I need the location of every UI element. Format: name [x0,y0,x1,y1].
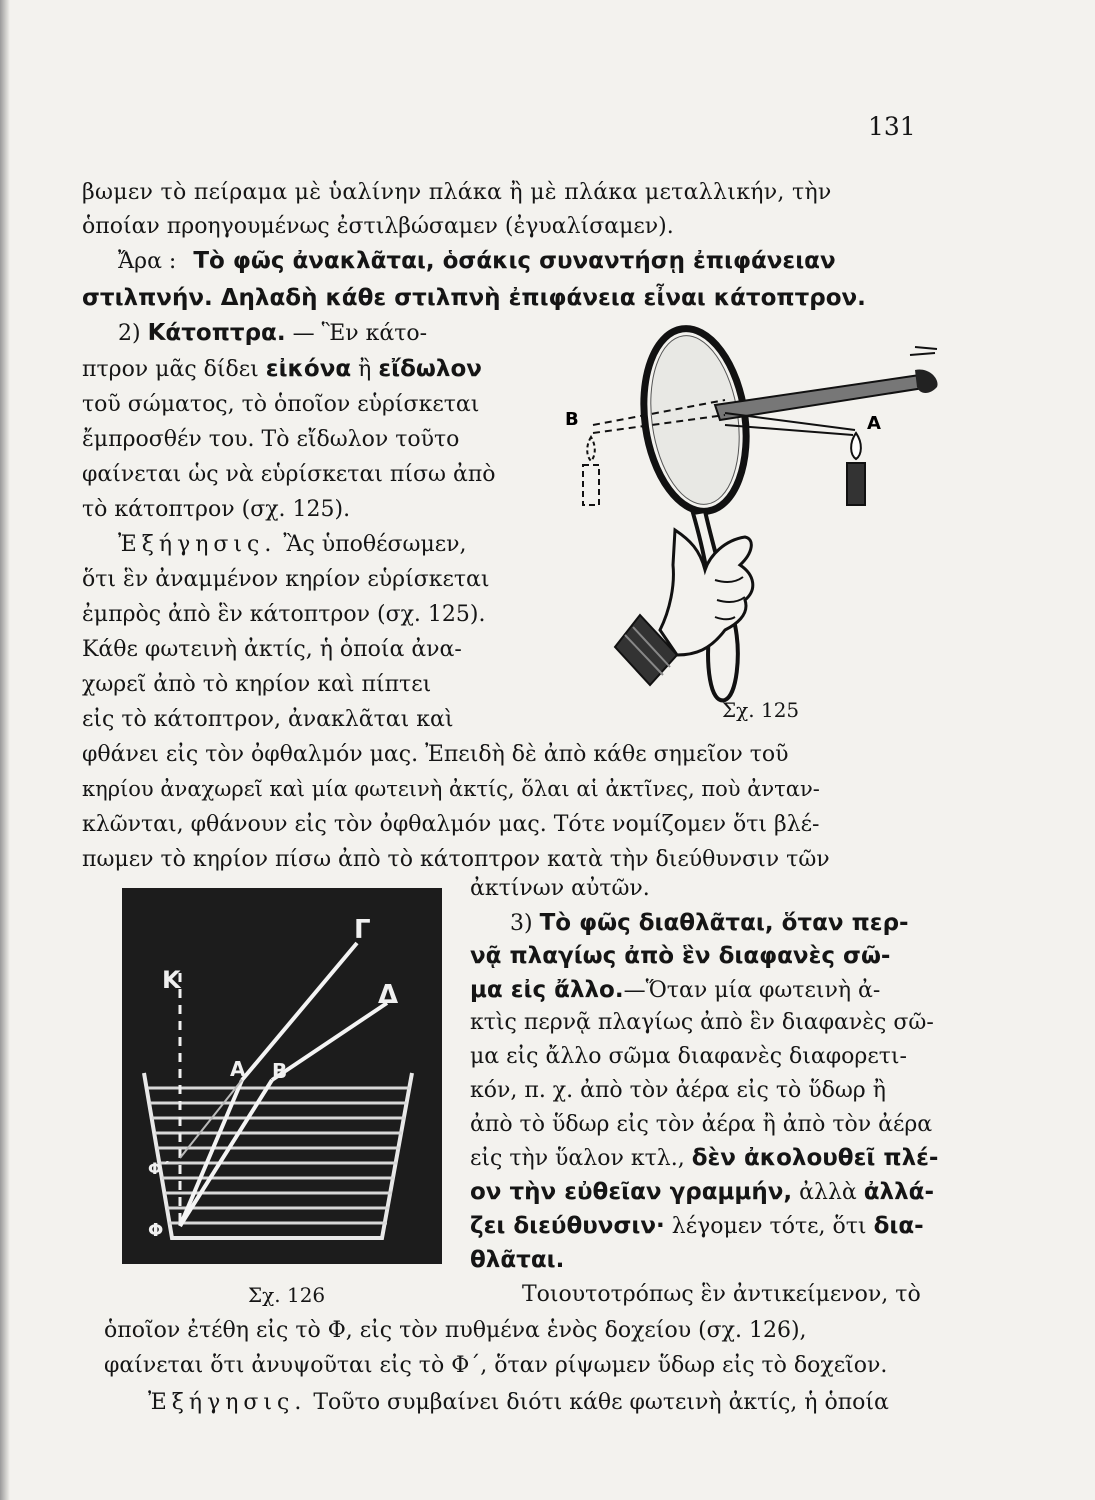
section-number: 2) [118,321,141,346]
page-number: 131 [868,112,916,141]
explanation-label: Ἐξήγησις. [148,1390,307,1415]
label-k: Κ [162,966,181,994]
text-fragment: ἀλλὰ [799,1180,857,1205]
book-binding-edge [0,0,10,1500]
text-fragment: λέγομεν τότε, ὅτι [671,1214,867,1239]
section-number: 3) [510,911,533,936]
text-line [470,1181,934,1204]
text-line [118,534,467,556]
text-line: μα εἰς ἄλλο σῶμα διαφανὲς διαφορετι- [470,1044,907,1069]
text-fragment: πτρον μᾶς δίδει [82,357,259,382]
virtual-candle-b [583,465,599,505]
label-phi-prime: Φ΄ [148,1159,169,1178]
bold-term: θλᾶται. [470,1247,565,1273]
eye-icon [915,370,938,393]
text-line [470,1147,938,1170]
section-heading-line [118,322,427,345]
text-line: ὅτι ἓν ἀναμμένον κηρίον εὑρίσκεται [82,567,490,592]
bold-term: εἰκόνα [265,356,352,382]
bold-term: ἀλλά- [863,1179,935,1205]
text-line: τοῦ σώματος, τὸ ὁποῖον εὑρίσκεται [82,392,480,417]
text-line: Κάθε φωτεινὴ ἀκτίς, ἡ ὁποία ἀνα- [82,637,462,662]
section-heading: Τὸ φῶς διαθλᾶται, ὅταν περ- [539,910,909,936]
text-fragment: — Ἓν κάτο- [292,321,428,346]
text-line: κηρίου ἀναχωρεῖ καὶ μία φωτεινὴ ἀκτίς, ὅλαι αἱ ἀκτῖνες, ποὺ ἀνταν- [82,777,820,801]
figure-125-caption: Σχ. 125 [722,698,800,722]
text-line: εἰς τὸ κάτοπτρον, ἀνακλᾶται καὶ [82,707,454,732]
label-gamma: Γ [354,915,371,945]
text-fragment: εἰς τὴν ὕαλον κτλ., [470,1146,685,1171]
rule-bold-text: στιλπνήν. Δηλαδὴ κάθε στιλπνὴ ἐπιφάνεια εἶναι κάτοπτρον. [82,285,866,311]
text-line: ὁποῖον ἐτέθη εἰς τὸ Φ, εἰς τὸν πυθμένα ἑνὸς δοχείου (σχ. 126), [104,1318,807,1343]
label-alpha: Α [230,1057,246,1081]
label-beta: Β [272,1059,288,1083]
text-line: χωρεῖ ἀπὸ τὸ κηρίον καὶ πίπτει [82,672,432,697]
section-heading: Κάτοπτρα. [147,320,286,346]
text-line [148,1392,889,1414]
text-line: ἀκτίνων αὐτῶν. [470,876,650,901]
bold-term: δὲν ἀκολουθεῖ πλέ- [691,1145,939,1171]
text-fragment: Τοῦτο συμβαίνει διότι κάθε φωτεινὴ ἀκτίς, ἡ ὁποία [313,1390,889,1415]
text-fragment: —Ὅταν μία φωτεινὴ ἀ- [623,978,881,1003]
text-line: φθάνει εἰς τὸν ὀφθαλμόν μας. Ἐπειδὴ δὲ ἀπὸ κάθε σημεῖον τοῦ [82,742,789,767]
text-line: πωμεν τὸ κηρίον πίσω ἀπὸ τὸ κάτοπτρον κατὰ τὴν διεύθυνσιν τῶν [82,847,830,872]
label-delta: Δ [378,980,399,1010]
text-line [470,979,880,1002]
rule-line [118,250,836,273]
text-line [470,1215,924,1238]
text-line: ἀπὸ τὸ ὕδωρ εἰς τὸν ἀέρα ἢ ἀπὸ τὸν ἀέρα [470,1112,933,1137]
bold-term: εἴδωλον [378,356,482,382]
figure-126-refraction-diagram [122,888,442,1264]
figure-126-caption: Σχ. 126 [248,1283,326,1307]
bold-term: δια- [873,1213,924,1239]
section-heading: μα εἰς ἄλλο. [470,977,624,1003]
text-line: κτὶς περνᾷ πλαγίως ἀπὸ ἓν διαφανὲς σῶ- [470,1010,934,1035]
bold-term: ον τὴν εὐθεῖαν γραμμήν, [470,1179,793,1205]
reflected-ray-beam [715,375,930,420]
bold-term: ζει διεύθυνσιν· [470,1213,665,1239]
text-line: φαίνεται ὅτι ἀνυψοῦται εἰς τὸ Φ΄, ὅταν ρίψωμεν ὕδωρ εἰς τὸ δοχεῖον. [104,1353,888,1378]
text-fragment: Ἂς ὑποθέσωμεν, [283,532,467,557]
text-line [82,358,482,381]
text-line: ἔμπροσθέν του. Τὸ εἴδωλον τοῦτο [82,427,460,452]
section-heading-line [510,912,909,935]
text-line: κλῶνται, φθάνουν εἰς τὸν ὀφθαλμόν μας. Τότε νομίζομεν ὅτι βλέ- [82,812,820,837]
text-line: κόν, π. χ. ἀπὸ τὸν ἀέρα εἰς τὸ ὕδωρ ἢ [470,1078,886,1103]
text-line: βωμεν τὸ πείραμα μὲ ὑαλίνην πλάκα ἢ μὲ πλάκα μεταλλικήν, τὴν [82,180,832,205]
label-b: B [565,409,579,430]
text-fragment: ἢ [358,357,372,382]
candle-a [847,463,865,505]
text-line: τὸ κάτοπτρον (σχ. 125). [82,497,351,522]
ara-prefix: Ἄρα : [118,249,177,274]
figure-125-mirror-diagram [565,325,955,725]
text-line: φαίνεται ὡς νὰ εὑρίσκεται πίσω ἀπὸ [82,462,496,487]
text-line: ἐμπρὸς ἀπὸ ἓν κάτοπτρον (σχ. 125). [82,602,486,627]
section-heading: νᾷ πλαγίως ἀπὸ ἓν διαφανὲς σῶ- [470,943,891,969]
text-line: ὁποίαν προηγουμένως ἐστιλβώσαμεν (ἐγυαλίσαμεν). [82,214,674,239]
label-phi: Φ [148,1220,164,1241]
label-a: A [867,413,881,434]
explanation-label: Ἐξήγησις. [118,532,277,557]
rule-bold-text: Τὸ φῶς ἀνακλᾶται, ὁσάκις συναντήσῃ ἐπιφάνειαν [193,248,836,274]
text-line: Τοιουτοτρόπως ἓν ἀντικείμενον, τὸ [522,1282,921,1307]
